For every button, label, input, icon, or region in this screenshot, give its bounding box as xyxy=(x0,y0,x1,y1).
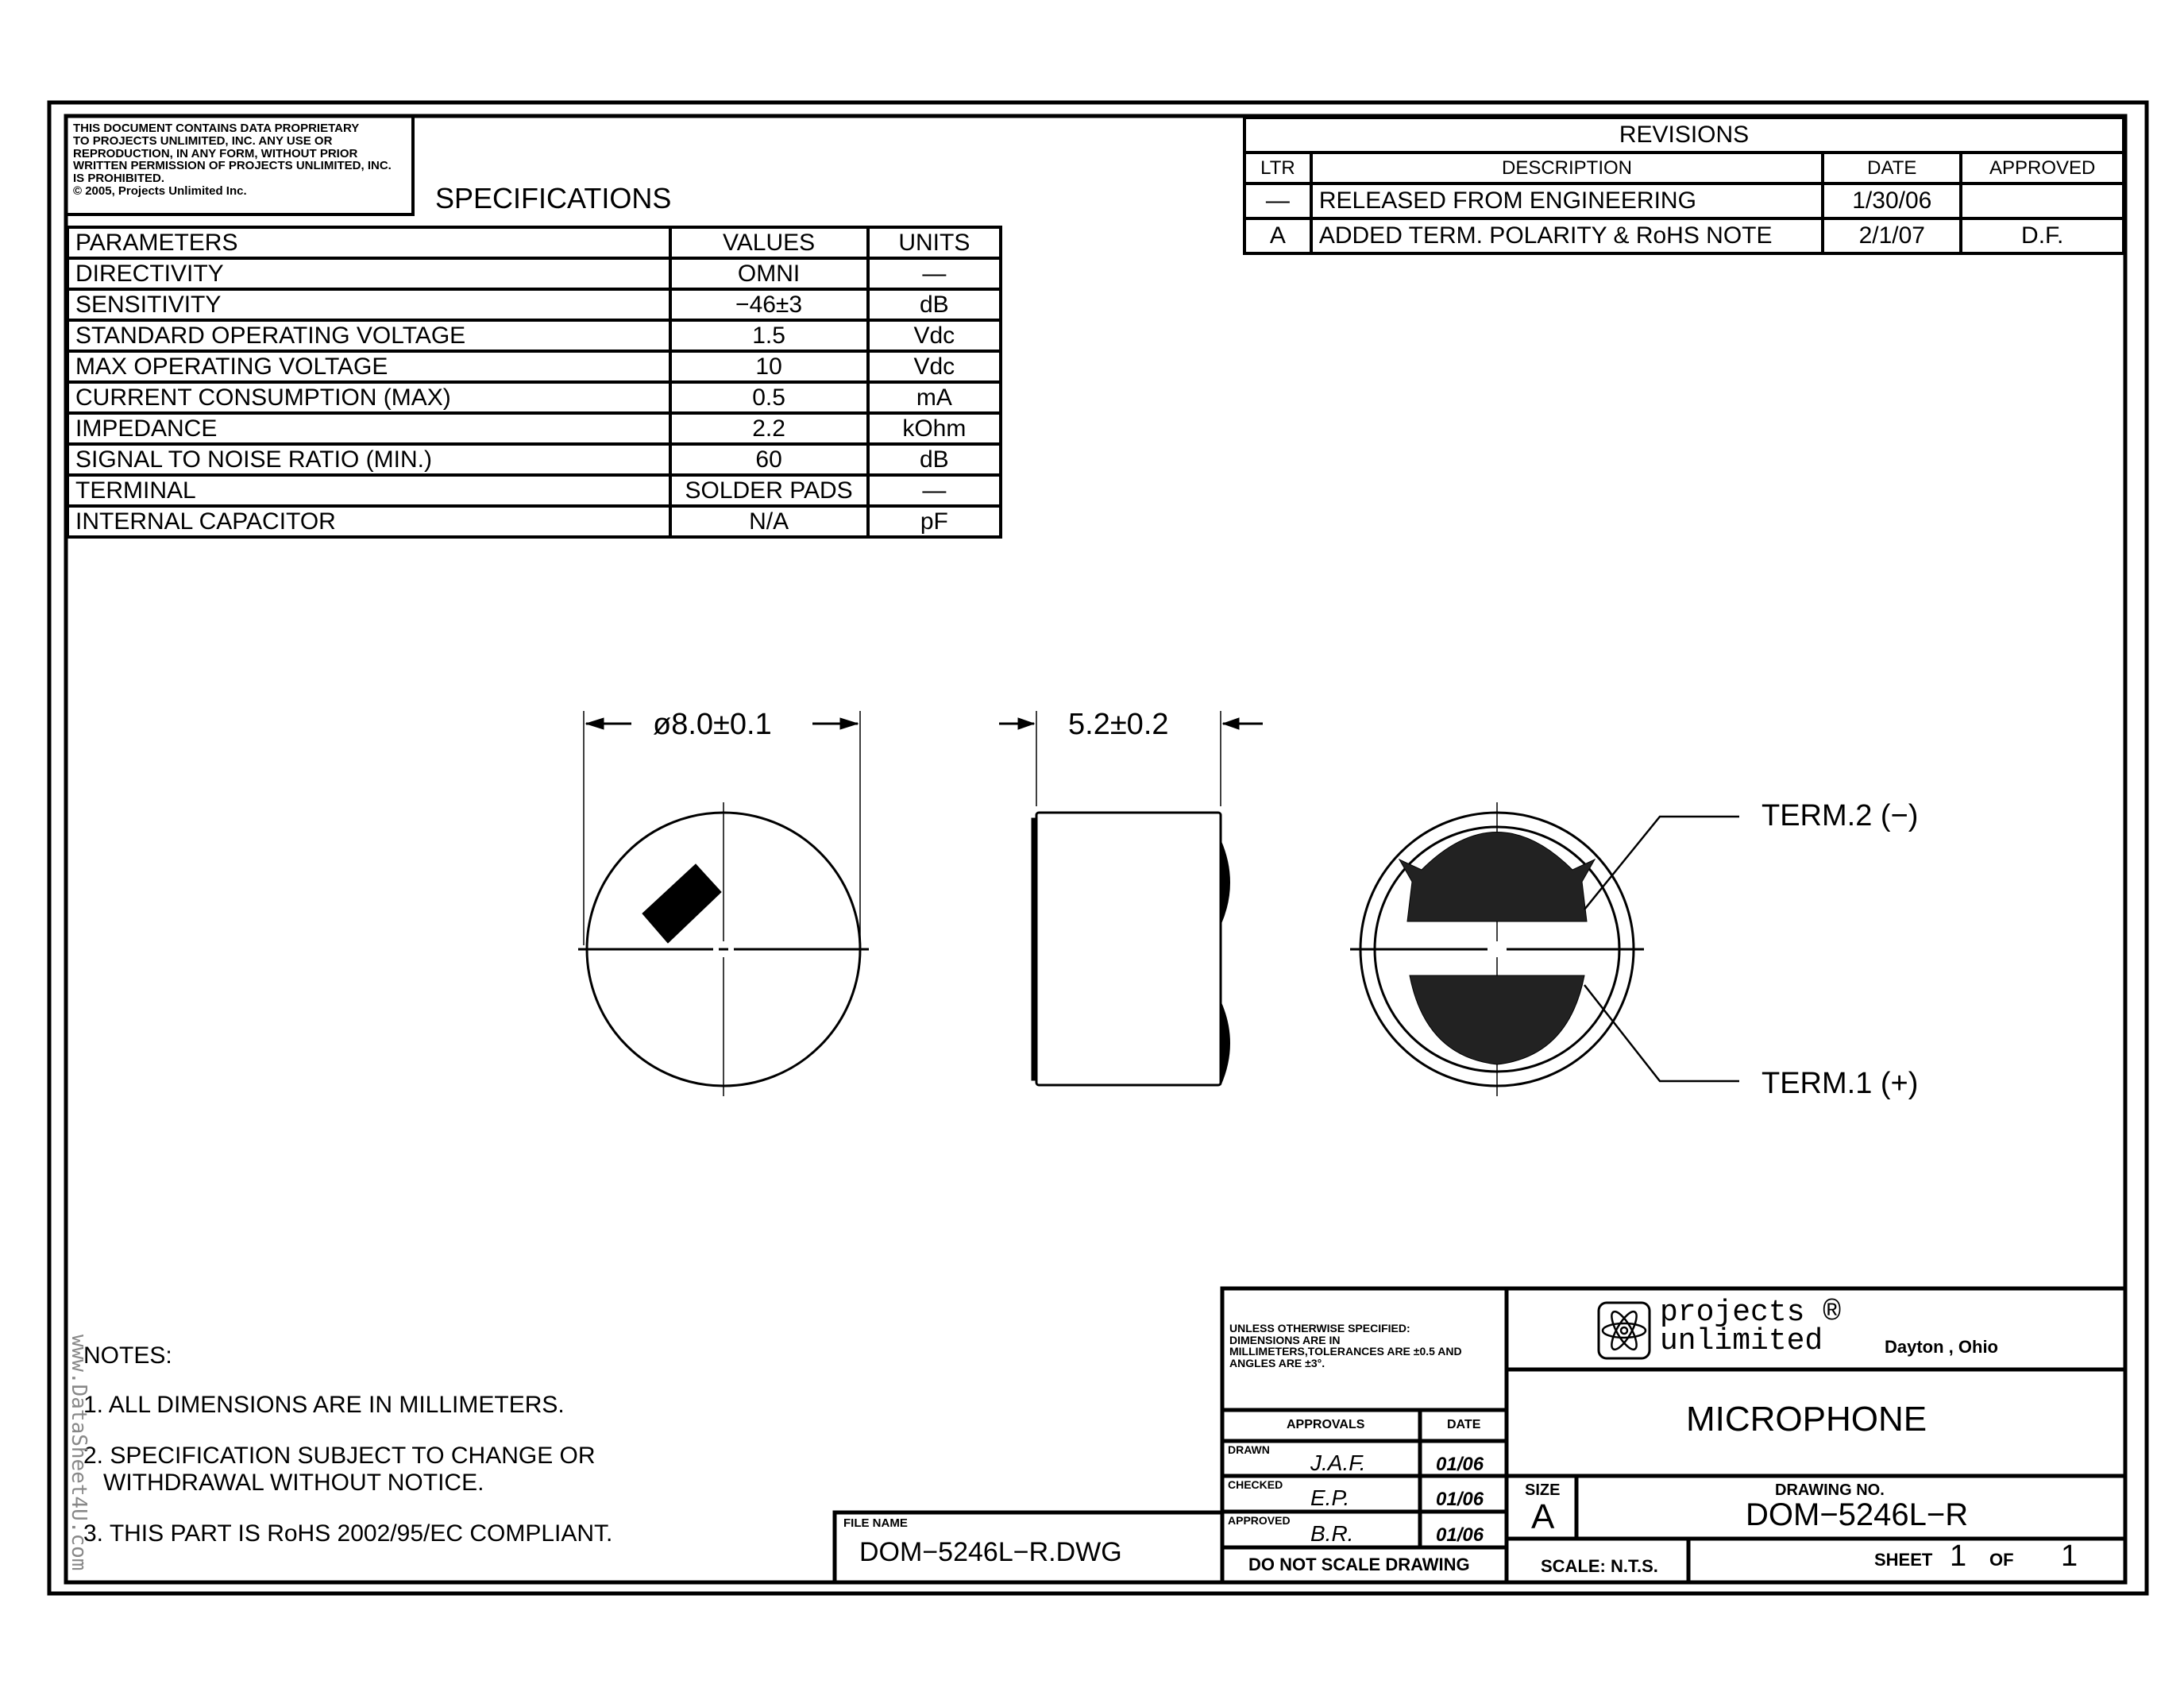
spec-parameter: CURRENT CONSUMPTION (MAX) xyxy=(68,382,670,413)
spec-unit: Vdc xyxy=(868,351,1001,382)
spec-parameter: IMPEDANCE xyxy=(68,413,670,444)
term1-label: TERM.1 (+) xyxy=(1761,1067,1919,1100)
spec-row xyxy=(68,289,1001,320)
note-item: 2. SPECIFICATION SUBJECT TO CHANGE OR xyxy=(83,1443,596,1469)
notice-line: TO PROJECTS UNLIMITED, INC. ANY USE OR xyxy=(73,133,333,148)
drawing-number: DOM−5246L−R xyxy=(1746,1497,1969,1532)
notice-line: WRITTEN PERMISSION OF PROJECTS UNLIMITED, INC. xyxy=(73,159,392,173)
spec-value: OMNI xyxy=(670,258,868,289)
company-line: projects ® xyxy=(1660,1296,1842,1330)
tolerance-note xyxy=(1229,1323,1462,1369)
note-item: 1. ALL DIMENSIONS ARE IN MILLIMETERS. xyxy=(83,1392,565,1418)
approval-name: E.P. xyxy=(1310,1485,1350,1510)
location: Dayton , Ohio xyxy=(1885,1337,1998,1357)
spec-parameter: STANDARD OPERATING VOLTAGE xyxy=(68,320,670,351)
spec-value: 60 xyxy=(670,444,868,475)
spec-unit: pF xyxy=(868,506,1001,537)
revisions-title: REVISIONS xyxy=(1244,118,2124,153)
spec-unit: — xyxy=(868,258,1001,289)
revisions-header-row xyxy=(1244,153,2124,183)
spec-row xyxy=(68,506,1001,537)
revisions-header: LTR xyxy=(1244,153,1311,183)
bottom-view xyxy=(1350,802,1739,1096)
revision-ltr: A xyxy=(1244,218,1311,253)
tolerance-line: DIMENSIONS ARE IN xyxy=(1229,1333,1341,1346)
term2-label: TERM.2 (−) xyxy=(1761,799,1919,832)
approval-role: DRAWN xyxy=(1228,1443,1270,1456)
term2-pad xyxy=(1399,832,1595,922)
spec-parameter: INTERNAL CAPACITOR xyxy=(68,506,670,537)
tolerance-line: MILLIMETERS,TOLERANCES ARE ±0.5 AND xyxy=(1229,1345,1462,1358)
sheet-number: 1 xyxy=(1950,1539,1967,1573)
revisions-header: DESCRIPTION xyxy=(1311,153,1823,183)
notes-title: NOTES: xyxy=(83,1342,172,1369)
approval-role: APPROVED xyxy=(1228,1514,1291,1527)
approval-date: 01/06 xyxy=(1436,1524,1484,1546)
notice-line: REPRODUCTION, IN ANY FORM, WITHOUT PRIOR xyxy=(73,146,358,160)
revision-approved xyxy=(1961,183,2124,218)
spec-row xyxy=(68,475,1001,506)
sheet-label: SHEET xyxy=(1874,1550,1933,1570)
file-name-label: FILE NAME xyxy=(843,1516,908,1530)
revision-description: ADDED TERM. POLARITY & RoHS NOTE xyxy=(1311,218,1823,253)
spec-row xyxy=(68,444,1001,475)
of-label: OF xyxy=(1989,1550,2014,1570)
spec-row xyxy=(68,320,1001,351)
tolerance-line: UNLESS OTHERWISE SPECIFIED: xyxy=(1229,1322,1410,1335)
do-not-scale: DO NOT SCALE DRAWING xyxy=(1248,1555,1470,1574)
notes xyxy=(83,1344,612,1546)
term1-pad xyxy=(1410,975,1584,1064)
file-name: DOM−5246L−R.DWG xyxy=(859,1537,1122,1567)
logo-box xyxy=(1599,1303,1650,1358)
spec-header: PARAMETERS xyxy=(68,227,670,258)
approval-role: CHECKED xyxy=(1228,1478,1283,1491)
spec-unit: — xyxy=(868,475,1001,506)
proprietary-notice xyxy=(73,122,392,198)
polarity-mark xyxy=(642,864,721,943)
revisions-table xyxy=(1243,116,2125,255)
revision-date: 1/30/06 xyxy=(1823,183,1961,218)
spec-parameter: SIGNAL TO NOISE RATIO (MIN.) xyxy=(68,444,670,475)
company-line: unlimited xyxy=(1660,1324,1823,1359)
tolerance-line: ANGLES ARE ±3°. xyxy=(1229,1357,1325,1370)
spec-unit: dB xyxy=(868,289,1001,320)
spec-value: −46±3 xyxy=(670,289,868,320)
spec-value: 10 xyxy=(670,351,868,382)
size-label: SIZE xyxy=(1525,1481,1561,1499)
note-item: 3. THIS PART IS RoHS 2002/95/EC COMPLIANT. xyxy=(83,1520,613,1547)
revision-date: 2/1/07 xyxy=(1823,218,1961,253)
notice-line: THIS DOCUMENT CONTAINS DATA PROPRIETARY xyxy=(73,122,360,135)
notice-line: IS PROHIBITED. xyxy=(73,172,165,185)
spec-value: N/A xyxy=(670,506,868,537)
revision-approved: D.F. xyxy=(1961,218,2124,253)
spec-parameter: MAX OPERATING VOLTAGE xyxy=(68,351,670,382)
spec-row xyxy=(68,351,1001,382)
spec-unit: Vdc xyxy=(868,320,1001,351)
spec-value: SOLDER PADS xyxy=(670,475,868,506)
revision-description: RELEASED FROM ENGINEERING xyxy=(1311,183,1823,218)
spec-row xyxy=(68,382,1001,413)
side-view xyxy=(999,708,1263,1085)
front-view xyxy=(578,708,869,1096)
drawing-no-label: DRAWING NO. xyxy=(1775,1481,1885,1499)
size-value: A xyxy=(1531,1497,1555,1536)
approval-date: 01/06 xyxy=(1436,1489,1484,1510)
specifications-table xyxy=(66,226,1002,539)
drawing-title: MICROPHONE xyxy=(1686,1400,1927,1439)
approval-name: J.A.F. xyxy=(1310,1450,1366,1475)
spec-parameter: DIRECTIVITY xyxy=(68,258,670,289)
spec-value: 1.5 xyxy=(670,320,868,351)
revisions-header: DATE xyxy=(1823,153,1961,183)
specifications-title: SPECIFICATIONS xyxy=(435,182,672,214)
spec-unit: kOhm xyxy=(868,413,1001,444)
revision-row xyxy=(1244,183,2124,218)
approvals-header: APPROVALS xyxy=(1287,1418,1365,1431)
spec-parameter: SENSITIVITY xyxy=(68,289,670,320)
watermark: www.DataSheet4U.com xyxy=(67,1335,91,1571)
scale: SCALE: N.T.S. xyxy=(1541,1556,1658,1576)
spec-unit: dB xyxy=(868,444,1001,475)
height-dimension: 5.2±0.2 xyxy=(1068,708,1169,741)
spec-parameter: TERMINAL xyxy=(68,475,670,506)
copyright: © 2005, Projects Unlimited Inc. xyxy=(73,183,247,198)
approval-date: 01/06 xyxy=(1436,1454,1484,1475)
spec-header-row xyxy=(68,227,1001,258)
diameter-dimension: ø8.0±0.1 xyxy=(653,708,772,741)
approval-name: B.R. xyxy=(1310,1521,1354,1546)
logo-icon xyxy=(1603,1308,1646,1353)
revision-ltr: — xyxy=(1244,183,1311,218)
company-logo-text xyxy=(1660,1296,1842,1359)
spec-header: UNITS xyxy=(868,227,1001,258)
spec-unit: mA xyxy=(868,382,1001,413)
spec-value: 0.5 xyxy=(670,382,868,413)
revisions-header: APPROVED xyxy=(1961,153,2124,183)
spec-row xyxy=(68,258,1001,289)
sheet-total: 1 xyxy=(2061,1539,2078,1573)
spec-value: 2.2 xyxy=(670,413,868,444)
note-item: WITHDRAWAL WITHOUT NOTICE. xyxy=(83,1470,484,1496)
date-header: DATE xyxy=(1447,1418,1481,1431)
spec-row xyxy=(68,413,1001,444)
revision-row xyxy=(1244,218,2124,253)
spec-header: VALUES xyxy=(670,227,868,258)
revisions-title-row xyxy=(1244,118,2124,153)
